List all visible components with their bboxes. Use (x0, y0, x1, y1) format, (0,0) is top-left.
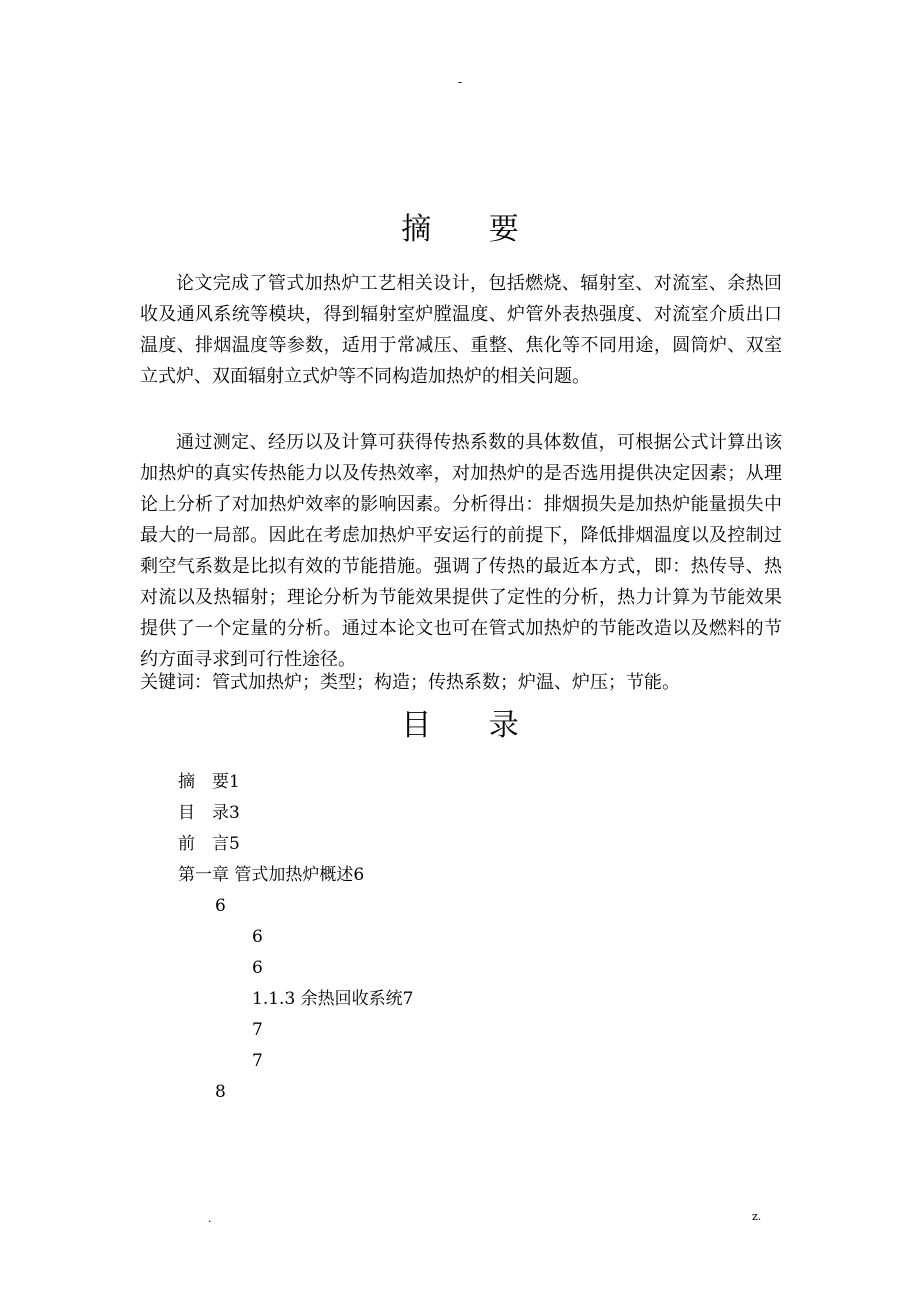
footer-right-mark: z. (752, 1210, 762, 1223)
keywords-line: 关键词：管式加热炉；类型；构造；传热系数；炉温、炉压；节能。 (140, 672, 680, 693)
toc-title: 目 录 (401, 708, 543, 743)
footer-left-mark: . (208, 1212, 212, 1225)
abstract-paragraph-2: 通过测定、经历以及计算可获得传热系数的具体数值，可根据公式计算出该加热炉的真实传热能力以及传热效率，对加热炉的是否选用提供决定因素；从理论上分析了对加热炉效率的影响因素。分析得出：排烟损失是加热炉能量损失中最大的一局部。因此在考虑加热炉平安运行的前提下，降低排烟温度以及控制过剩空气系数是比拟有效的节能措施。强调了传热的最近本方式，即：热传导、热对流以及热辐射；理论分析为节能效果提供了定性的分析，热力计算为节能效果提供了一个定量的分析。通过本论文也可在管式加热炉的节能改造以及燃料的节约方面寻求到可行性途径。 (140, 432, 782, 670)
abstract-paragraph-1: 论文完成了管式加热炉工艺相关设计，包括燃烧、辐射室、对流室、余热回收及通风系统等模块，得到辐射室炉膛温度、炉管外表热强度、对流室介质出口温度、排烟温度等参数，适用于常减压、重整、焦化等不同用途，圆筒炉、双室立式炉、双面辐射立式炉等不同构造加热炉的相关问题。 (140, 273, 782, 387)
abstract-title: 摘 要 (401, 212, 543, 247)
toc-entry[interactable]: 6 (215, 896, 226, 916)
toc-entry[interactable]: 6 (252, 958, 263, 978)
toc-entry[interactable]: 前 言5 (178, 834, 240, 854)
toc-entry[interactable]: 摘 要1 (178, 772, 240, 792)
toc-entry[interactable]: 1.1.3 余热回收系统7 (252, 989, 414, 1009)
toc-entry[interactable]: 8 (215, 1082, 226, 1102)
toc-entry[interactable]: 第一章 管式加热炉概述6 (178, 865, 365, 885)
toc-entry[interactable]: 目 录3 (178, 803, 240, 823)
toc-entry[interactable]: 6 (252, 927, 263, 947)
toc-entry[interactable]: 7 (252, 1020, 263, 1040)
toc-entry[interactable]: 7 (252, 1051, 263, 1071)
header-mark: - (457, 75, 463, 89)
